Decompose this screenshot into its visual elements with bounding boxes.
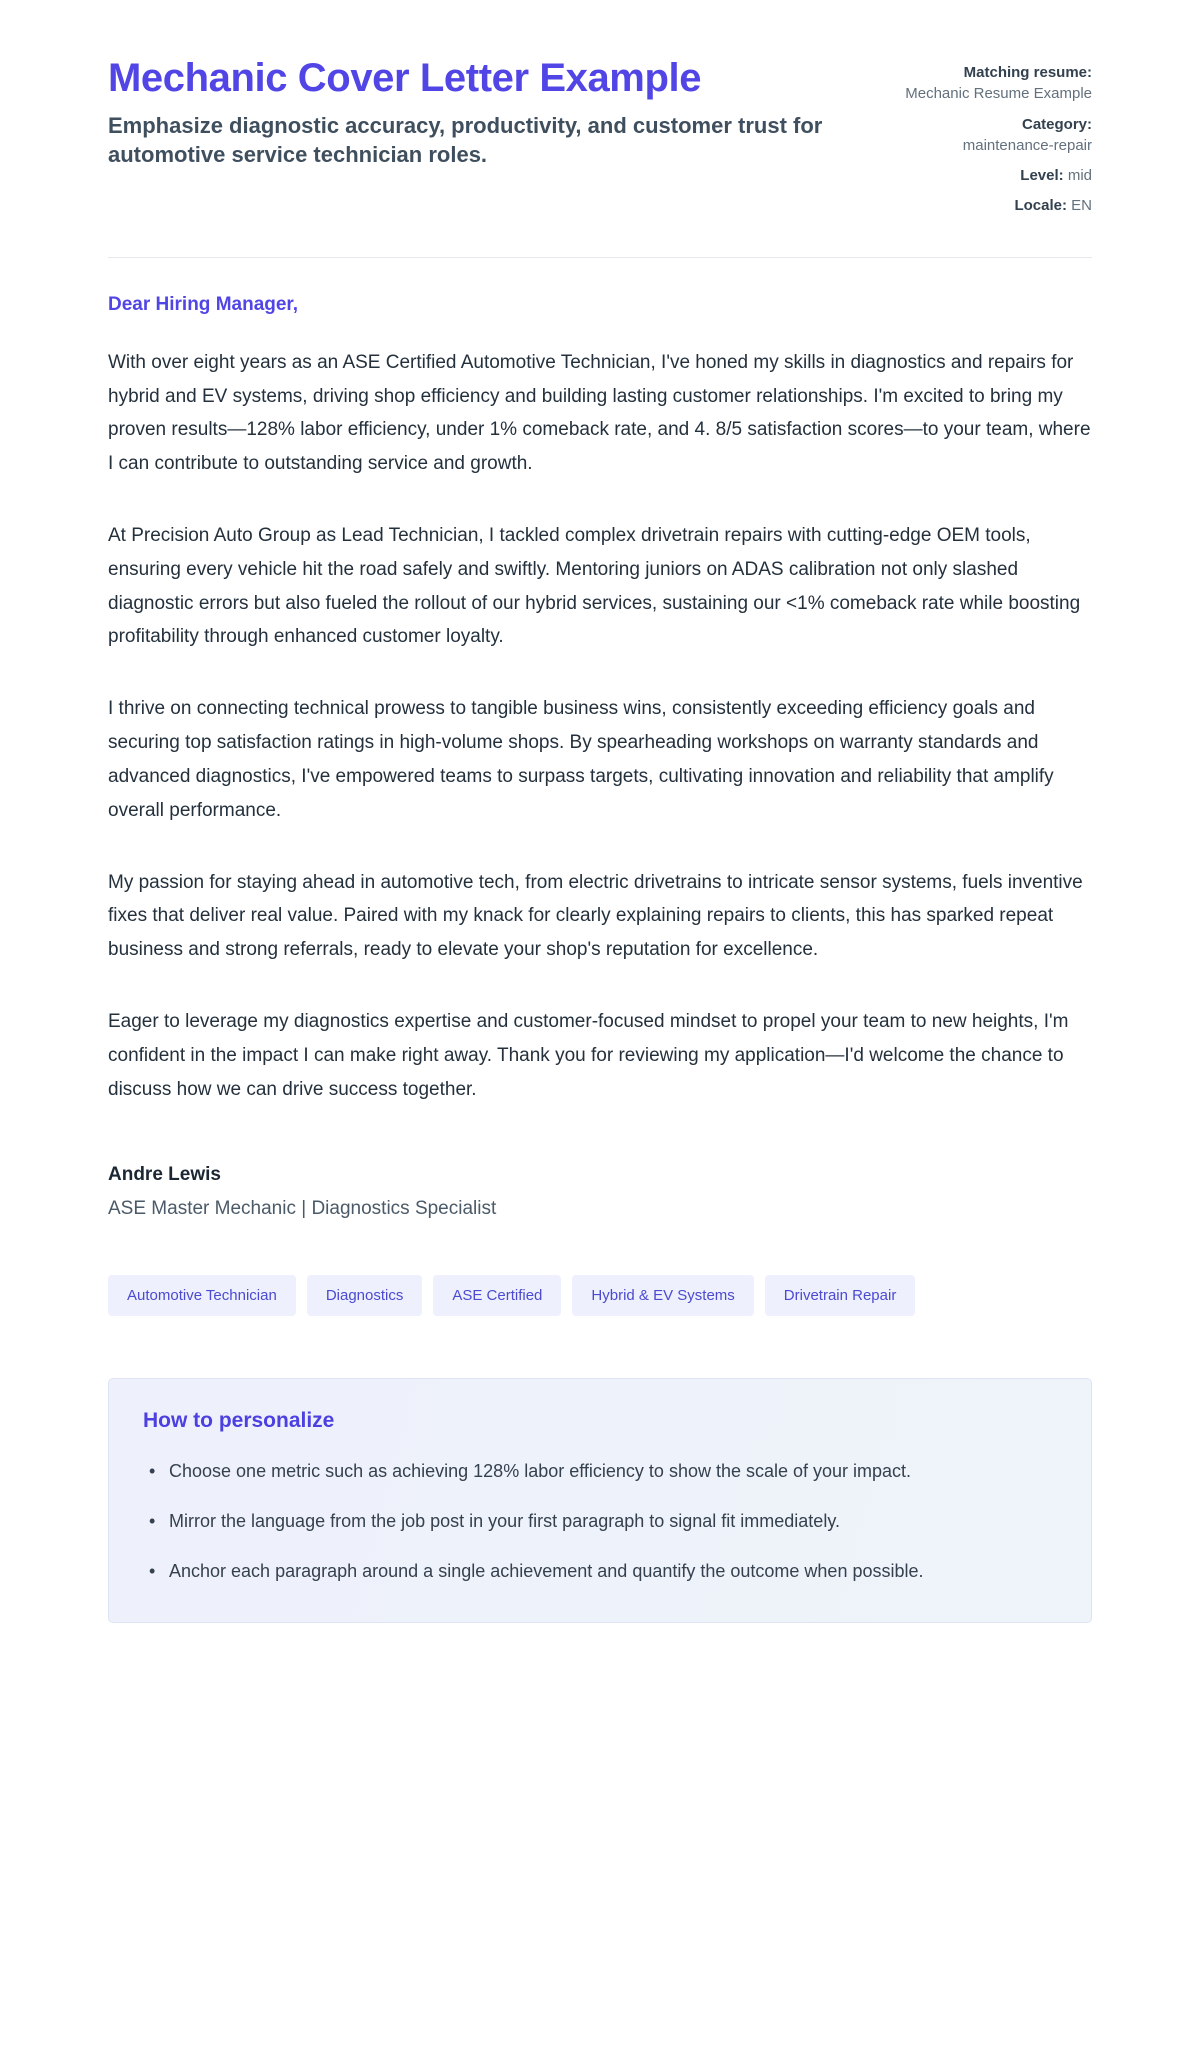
meta-matching-resume-value[interactable]: Mechanic Resume Example <box>905 85 1092 103</box>
signer-name: Andre Lewis <box>108 1164 221 1186</box>
meta-category-label: Category: <box>1021 115 1092 133</box>
header-text-block <box>108 56 838 169</box>
skill-tag-list <box>108 1275 1092 1316</box>
signature-block <box>108 1164 1092 1220</box>
callout-list-item: • Choose one metric such as achieving 128% labor efficiency to show the scale of your impact. <box>169 1455 1057 1487</box>
skill-tag[interactable]: Hybrid & EV Systems <box>572 1275 753 1316</box>
meta-category-value[interactable]: maintenance-repair <box>962 136 1092 154</box>
meta-category <box>892 114 1092 157</box>
meta-locale-value: EN <box>1071 197 1092 215</box>
meta-level <box>892 165 1092 186</box>
callout-list-item: • Mirror the language from the job post in your first paragraph to signal fit immediately. <box>169 1505 1057 1537</box>
meta-matching-resume-label: Matching resume: <box>963 64 1092 81</box>
meta-locale-label: Locale: <box>1014 197 1067 215</box>
callout-list-item: • Anchor each paragraph around a single achievement and quantify the outcome when possible. <box>169 1555 1057 1587</box>
signer-role: ASE Master Mechanic | Diagnostics Specialist <box>108 1198 497 1220</box>
callout-title: How to personalize <box>143 1409 335 1433</box>
meta-locale <box>892 195 1092 216</box>
skill-tag[interactable]: Automotive Technician <box>108 1275 296 1316</box>
skill-tag[interactable]: ASE Certified <box>433 1275 561 1316</box>
letter-paragraph: My passion for staying ahead in automotive tech, from electric drivetrains to intricate sensor systems, fuels inventive fixes that deliver real value. Paired with my knack for clearly explaining repairs to clients, this has sparked repeat business and strong referrals, ready to elevate your shop's reputation for excellence. <box>108 871 1083 961</box>
meta-matching-resume <box>892 62 1092 105</box>
letter-paragraph: I thrive on connecting technical prowess to tangible business wins, consistently exceeding efficiency goals and securing top satisfaction ratings in high-volume shops. By spearheading workshops on warranty standards and advanced diagnostics, I've empowered teams to surpass targets, cultivating innovation and reliability that amplify overall performance. <box>108 698 1054 821</box>
document-header <box>108 56 1092 219</box>
page-title: Mechanic Cover Letter Example <box>108 56 702 100</box>
salutation: Dear Hiring Manager, <box>108 293 299 315</box>
cover-letter-body <box>108 258 1092 1107</box>
personalize-callout <box>108 1378 1092 1622</box>
letter-paragraph: Eager to leverage my diagnostics expertise and customer-focused mindset to propel your team to new heights, I'm confident in the impact I can make right away. Thank you for reviewing my application—I'd welcome the chance to discuss how we can drive success together. <box>108 1010 1069 1100</box>
page-subtitle: Emphasize diagnostic accuracy, productivity, and customer trust for automotive service technician roles. <box>108 112 823 167</box>
meta-level-value: mid <box>1067 167 1092 185</box>
document-metadata <box>892 56 1092 219</box>
skill-tag[interactable]: Drivetrain Repair <box>765 1275 916 1316</box>
skill-tag[interactable]: Diagnostics <box>307 1275 423 1316</box>
letter-paragraph: At Precision Auto Group as Lead Technician, I tackled complex drivetrain repairs with cutting-edge OEM tools, ensuring every vehicle hit the road safely and swiftly. Mentoring juniors on ADAS calibration not only slashed diagnostic errors but also fueled the rollout of our hybrid services, sustaining our <1% comeback rate while boosting profitability through enhanced customer loyalty. <box>108 525 1081 648</box>
callout-list <box>143 1455 1057 1587</box>
meta-level-label: Level: <box>1020 167 1064 185</box>
letter-paragraph: With over eight years as an ASE Certified Automotive Technician, I've honed my skills in diagnostics and repairs for hybrid and EV systems, driving shop efficiency and building lasting customer relationships. I'm excited to bring my proven results—128% labor efficiency, under 1% comeback rate, and 4. 8/5 satisfaction scores—to your team, where I can contribute to outstanding service and growth. <box>108 351 1091 475</box>
